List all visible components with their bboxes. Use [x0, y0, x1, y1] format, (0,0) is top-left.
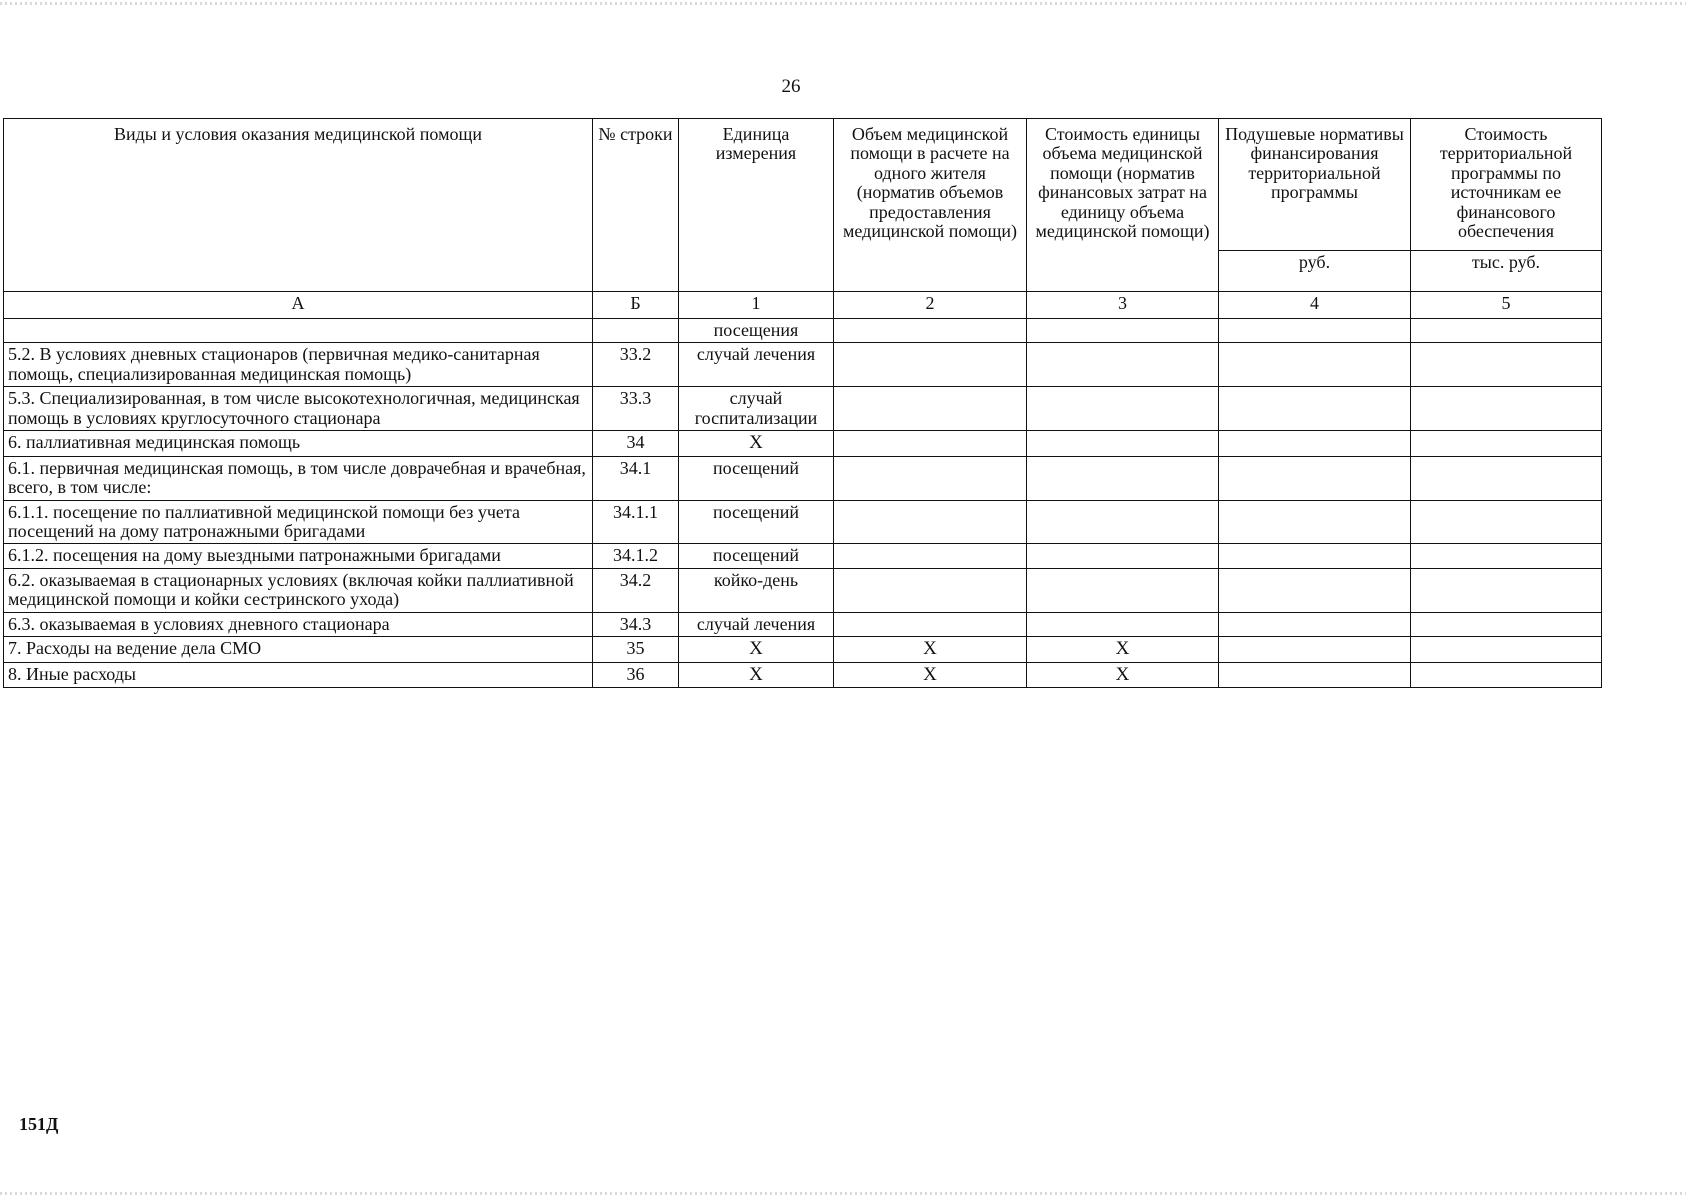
row-unit: X: [679, 662, 834, 688]
row-number: 36: [593, 662, 679, 688]
header-program-cost: Стоимость территориальной программы по источникам ее финансового обеспечения: [1411, 119, 1602, 251]
row-cost: [1027, 568, 1219, 612]
row-volume: [834, 319, 1027, 343]
row-name: 6. паллиативная медицинская помощь: [4, 431, 593, 457]
column-number: 3: [1027, 292, 1219, 319]
column-number: 4: [1219, 292, 1411, 319]
row-unit: X: [679, 431, 834, 457]
table-row: [4, 500, 1602, 544]
row-per-capita: [1219, 319, 1411, 343]
page-number: 26: [781, 76, 801, 97]
table-row: [4, 544, 1602, 568]
row-number: 34.3: [593, 612, 679, 636]
row-name: [4, 319, 593, 343]
header-unit-cost: Стоимость единицы объема медицинской помощи (норматив финансовых затрат на единицу объема медицинской помощи): [1027, 119, 1219, 292]
row-volume: [834, 431, 1027, 457]
row-number: 34: [593, 431, 679, 457]
row-cost: X: [1027, 637, 1219, 663]
row-per-capita: [1219, 387, 1411, 431]
header-volume-per-resident: Объем медицинской помощи в расчете на одного жителя (норматив объемов предоставления медицинской помощи): [834, 119, 1027, 292]
row-per-capita: [1219, 456, 1411, 500]
column-number: А: [4, 292, 593, 319]
header-per-capita-norms: Подушевые нормативы финансирования территориальной программы: [1219, 119, 1411, 251]
row-volume: X: [834, 662, 1027, 688]
row-name: 6.2. оказываемая в стационарных условиях (включая койки паллиативной медицинской помощи и койки сестринского ухода): [4, 568, 593, 612]
row-program-cost: [1411, 319, 1602, 343]
row-cost: [1027, 319, 1219, 343]
table-row: [4, 637, 1602, 663]
row-unit: случай лечения: [679, 612, 834, 636]
table-row: [4, 343, 1602, 387]
row-program-cost: [1411, 343, 1602, 387]
row-program-cost: [1411, 544, 1602, 568]
row-volume: X: [834, 637, 1027, 663]
row-per-capita: [1219, 662, 1411, 688]
row-unit: случай госпитализации: [679, 387, 834, 431]
row-cost: [1027, 544, 1219, 568]
row-cost: X: [1027, 662, 1219, 688]
row-unit: X: [679, 637, 834, 663]
table-row: [4, 662, 1602, 688]
row-per-capita: [1219, 431, 1411, 457]
row-volume: [834, 500, 1027, 544]
table-row: [4, 612, 1602, 636]
row-volume: [834, 387, 1027, 431]
header-type-of-care: Виды и условия оказания медицинской помощи: [4, 119, 593, 292]
row-number: 33.2: [593, 343, 679, 387]
table-row: [4, 456, 1602, 500]
row-name: 6.1.2. посещения на дому выездными патронажными бригадами: [4, 544, 593, 568]
header-row: [4, 119, 1602, 251]
header-unit: Единица измерения: [679, 119, 834, 292]
row-number: 35: [593, 637, 679, 663]
row-per-capita: [1219, 637, 1411, 663]
row-volume: [834, 456, 1027, 500]
table-row: [4, 319, 1602, 343]
row-unit: посещений: [679, 500, 834, 544]
row-unit: посещений: [679, 456, 834, 500]
row-per-capita: [1219, 568, 1411, 612]
row-unit: посещения: [679, 319, 834, 343]
row-cost: [1027, 612, 1219, 636]
column-number: Б: [593, 292, 679, 319]
row-program-cost: [1411, 387, 1602, 431]
document-code: 151Д: [19, 1114, 59, 1134]
table-row: [4, 568, 1602, 612]
column-number-row: [4, 292, 1602, 319]
row-number: [593, 319, 679, 343]
row-cost: [1027, 387, 1219, 431]
row-unit: случай лечения: [679, 343, 834, 387]
row-per-capita: [1219, 612, 1411, 636]
row-per-capita: [1219, 343, 1411, 387]
scan-edge-bottom: [0, 1192, 1686, 1195]
row-program-cost: [1411, 637, 1602, 663]
row-program-cost: [1411, 662, 1602, 688]
row-program-cost: [1411, 612, 1602, 636]
row-number: 34.1.2: [593, 544, 679, 568]
row-per-capita: [1219, 500, 1411, 544]
column-number: 2: [834, 292, 1027, 319]
row-program-cost: [1411, 456, 1602, 500]
row-volume: [834, 343, 1027, 387]
row-name: 6.3. оказываемая в условиях дневного стационара: [4, 612, 593, 636]
row-program-cost: [1411, 568, 1602, 612]
row-number: 34.2: [593, 568, 679, 612]
header-unit-rub: руб.: [1219, 251, 1411, 292]
table-row: [4, 387, 1602, 431]
row-number: 34.1.1: [593, 500, 679, 544]
row-volume: [834, 612, 1027, 636]
row-name: 7. Расходы на ведение дела СМО: [4, 637, 593, 663]
row-program-cost: [1411, 431, 1602, 457]
row-name: 8. Иные расходы: [4, 662, 593, 688]
row-name: 6.1. первичная медицинская помощь, в том числе доврачебная и врачебная, всего, в том числе:: [4, 456, 593, 500]
row-cost: [1027, 456, 1219, 500]
medical-care-table: [3, 118, 1602, 688]
header-row-number: № строки: [593, 119, 679, 292]
row-number: 34.1: [593, 456, 679, 500]
row-per-capita: [1219, 544, 1411, 568]
row-number: 33.3: [593, 387, 679, 431]
column-number: 5: [1411, 292, 1602, 319]
row-unit: посещений: [679, 544, 834, 568]
row-cost: [1027, 500, 1219, 544]
scan-edge-top: [0, 2, 1686, 5]
row-name: 6.1.1. посещение по паллиативной медицинской помощи без учета посещений на дому патронажными бригадами: [4, 500, 593, 544]
row-unit: койко-день: [679, 568, 834, 612]
column-number: 1: [679, 292, 834, 319]
table-row: [4, 431, 1602, 457]
row-name: 5.3. Специализированная, в том числе высокотехнологичная, медицинская помощь в условиях круглосуточного стационара: [4, 387, 593, 431]
row-volume: [834, 568, 1027, 612]
row-cost: [1027, 343, 1219, 387]
row-volume: [834, 544, 1027, 568]
header-unit-thousand-rub: тыс. руб.: [1411, 251, 1602, 292]
row-cost: [1027, 431, 1219, 457]
row-name: 5.2. В условиях дневных стационаров (первичная медико-санитарная помощь, специализированная медицинская помощь): [4, 343, 593, 387]
row-program-cost: [1411, 500, 1602, 544]
